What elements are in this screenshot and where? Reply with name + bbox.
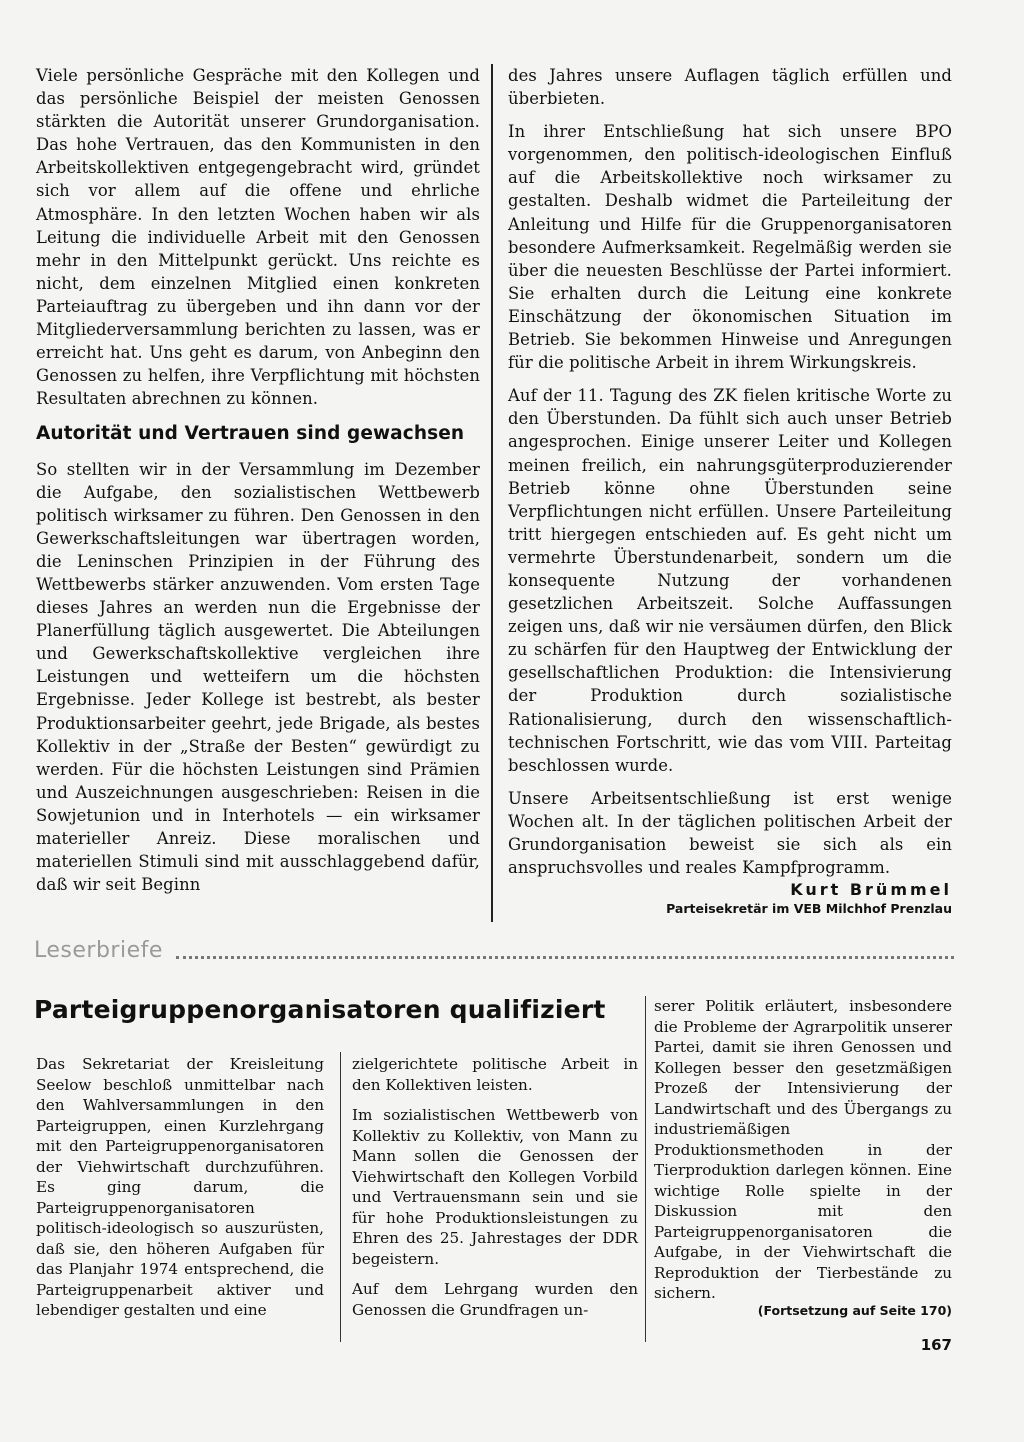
- article1-right-column: [508, 64, 952, 889]
- article1-signature: [500, 880, 952, 916]
- paragraph: Unsere Arbeitsentschließung ist erst wenige Wochen alt. In der täglichen politischen Arbeit der Grundorganisation beweist sie sich als ein anspruchsvolles und reales Kampfprogramm.: [508, 788, 952, 878]
- column-divider: [491, 64, 493, 922]
- article2-column-3: [654, 996, 952, 1314]
- author-name: Kurt Brümmel: [790, 880, 952, 899]
- paragraph: In ihrer Entschließung hat sich unsere BPO vorgenommen, den politisch-ideologischen Einfluß auf die Arbeitskollektive noch wirksamer zu gestalten. Deshalb widmet die Parteileitung der Anleitung und Hilfe für die Gruppenorganisatoren besondere Aufmerksamkeit. Regelmäßig werden sie über die neuesten Beschlüsse der Partei informiert. Sie erhalten durch die Leitung eine konkrete Einschätzung der ökonomischen Situation im Betrieb. Sie bekommen Hinweise und Anregungen für die politische Arbeit in ihrem Wirkungskreis.: [508, 122, 952, 373]
- article1-left-column: [36, 64, 480, 906]
- paragraph: Viele persönliche Gespräche mit den Kollegen und das persönliche Beispiel der meisten Genossen stärkten die Autorität unserer Grundorganisation. Das hohe Vertrauen, das den Kommunisten in den Arbeitskollektiven entgegengebracht wird, gründet sich vor allem auf die offene und ehrliche Atmosphäre. In den letzten Wochen haben wir als Leitung die individuelle Arbeit mit den Genossen mehr in den Mittelpunkt gerückt. Uns reichte es nicht, dem einzelnen Mitglied einen konkreten Parteiauftrag zu übergeben und ihn dann vor der Mitgliederversammlung berichten zu lassen, was er erreicht hat. Uns geht es darum, von Anbeginn den Genossen zu helfen, ihre Verpflichtung mit höchsten Resultaten abrechnen zu können.: [36, 66, 480, 409]
- column-divider: [340, 1052, 341, 1342]
- section-header: [34, 938, 954, 966]
- paragraph: Im sozialistischen Wettbewerb von Kollektiv zu Kollektiv, von Mann zu Mann sollen die Genossen der Viehwirtschaft den Kollegen Vorbild und Vertrauensmann sein und sie für hohe Produktionsleistungen zu Ehren des 25. Jahrestages der DDR begeistern.: [352, 1106, 638, 1268]
- section-label: Leserbriefe: [34, 938, 163, 963]
- paragraph: Das Sekretariat der Kreisleitung Seelow beschloß unmittelbar nach den Wahlversammlungen in den Parteigruppen, einen Kurzlehrgang mit den Parteigruppenorganisatoren der Viehwirtschaft durchzuführen. Es ging darum, die Parteigruppenorganisatoren politisch-ideologisch so auszurüsten, daß sie, den höheren Aufgaben für das Planjahr 1974 entsprechend, die Parteigruppenarbeit aktiver und lebendiger gestalten und eine: [36, 1055, 324, 1319]
- paragraph: Auf dem Lehrgang wurden den Genossen die Grundfragen un-: [352, 1280, 638, 1319]
- author-role: Parteisekretär im VEB Milchhof Prenzlau: [666, 901, 952, 916]
- paragraph: serer Politik erläutert, insbesondere die Probleme der Agrarpolitik unserer Partei, damit sie ihren Genossen und Kollegen besser den gesetzmäßigen Prozeß der Intensivierung der Landwirtschaft und des Übergangs zu industriemäßigen Produktionsmethoden in der Tierproduktion darlegen können. Eine wichtige Rolle spielte in der Diskussion mit den Parteigruppenorganisatoren die Aufgabe, in der Viehwirtschaft die Reproduktion der Tierbestände zu sichern.: [654, 997, 952, 1302]
- article2-headline: Parteigruppenorganisatoren qualifiziert: [34, 995, 606, 1024]
- article2-column-1: [36, 1054, 324, 1331]
- subheading: Autorität und Vertrauen sind gewachsen: [36, 423, 465, 445]
- column-divider: [645, 996, 646, 1342]
- paragraph: des Jahres unsere Auflagen täglich erfüllen und überbieten.: [508, 66, 952, 109]
- section-divider: [176, 956, 954, 959]
- page-number: 167: [920, 1336, 952, 1354]
- paragraph: So stellten wir in der Versammlung im Dezember die Aufgabe, den sozialistischen Wettbewerb politisch wirksamer zu führen. Den Genossen in den Gewerkschaftsleitungen war übertragen worden, die Leninschen Prinzipien in der Führung des Wettbewerbs stärker anzuwenden. Vom ersten Tage dieses Jahres an werden nun die Ergebnisse der Planerfüllung täglich ausgewertet. Die Abteilungen und Gewerkschaftskollektive vergleichen ihre Leistungen und wetteifern um die höchsten Ergebnisse. Jeder Kollege ist bestrebt, als bester Produktionsarbeiter geehrt, jede Brigade, als bestes Kollektiv in der „Straße der Besten“ gewürdigt zu werden. Für die höchsten Leistungen sind Prämien und Auszeichnungen ausgeschrieben: Reisen in die Sowjetunion und in Interhotels — ein wirksamer materieller Anreiz. Diese moralischen und materiellen Stimuli sind mit ausschlaggebend dafür, daß wir seit Beginn: [36, 459, 480, 895]
- paragraph: Auf der 11. Tagung des ZK fielen kritische Worte zu den Überstunden. Da fühlt sich auch unser Betrieb angesprochen. Einige unserer Leiter und Kollegen meinen freilich, ein nahrungsgüterproduzierender Betrieb könne ohne Überstunden seine Verpflichtungen nicht erfüllen. Unsere Parteileitung tritt hiergegen entschieden auf. Es geht nicht um vermehrte Überstundenarbeit, sondern um die konsequente Nutzung der vorhandenen gesetzlichen Arbeitszeit. Solche Auffassungen zeigen uns, daß wir nie versäumen dürfen, den Blick zu schärfen für den Hauptweg der Entwicklung der gesellschaftlichen Produktion: die Intensivierung der Produktion durch sozialistische Rationalisierung, durch den wissenschaftlich-technischen Fortschritt, wie das vom VIII. Parteitag beschlossen wurde.: [508, 386, 952, 775]
- article2-column-2: [352, 1054, 638, 1330]
- continuation-note: (Fortsetzung auf Seite 170): [757, 1303, 952, 1318]
- paragraph: zielgerichtete politische Arbeit in den Kollektiven leisten.: [352, 1055, 638, 1094]
